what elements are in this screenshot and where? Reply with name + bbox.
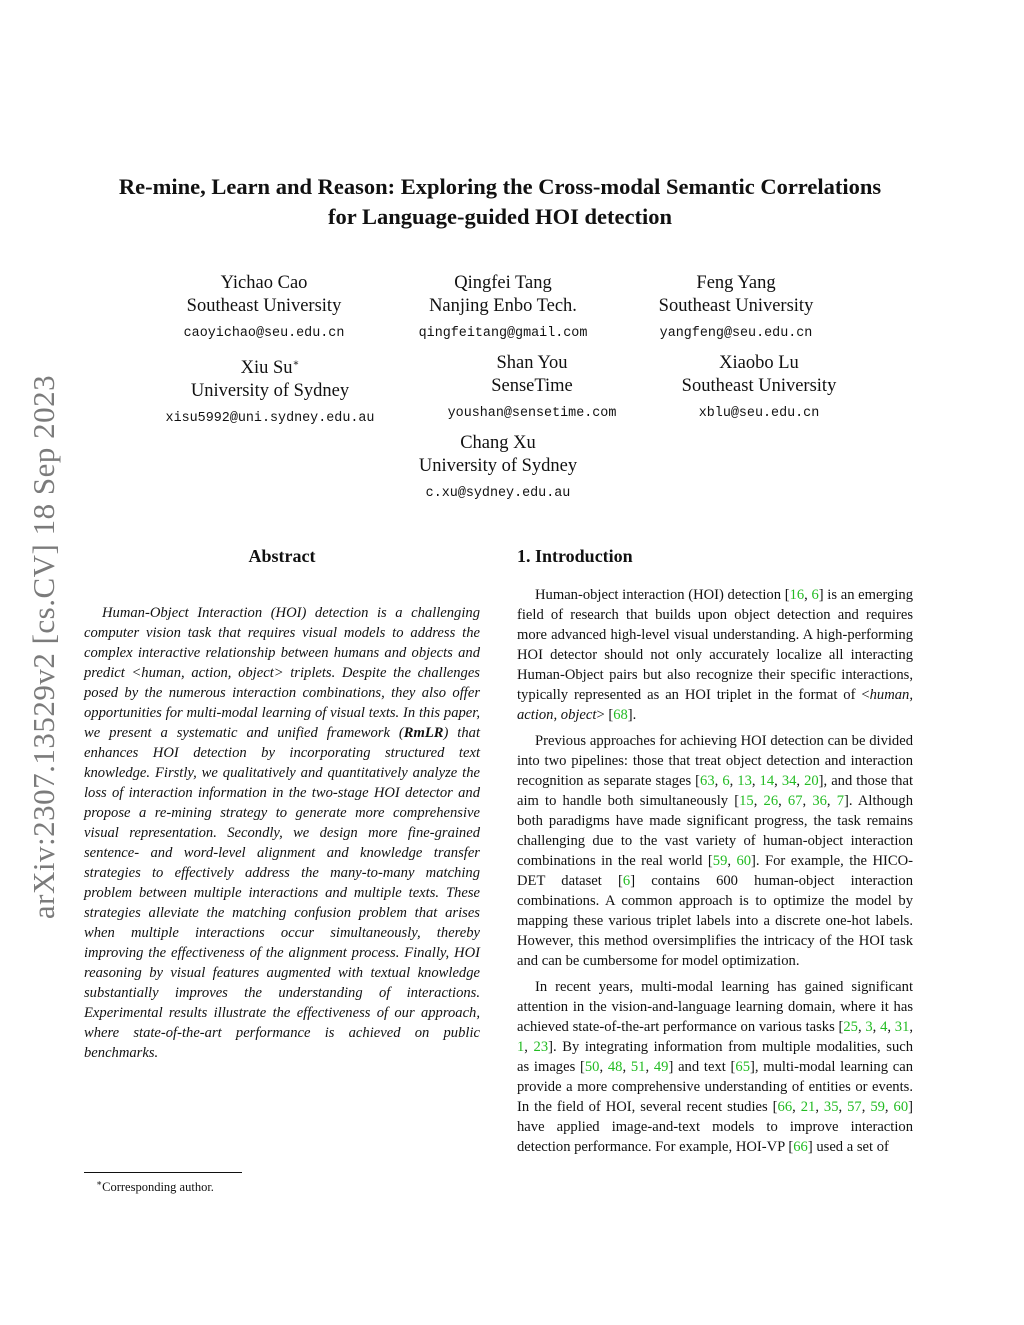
author-name: Chang Xu xyxy=(460,433,536,453)
citation-link[interactable]: 6 xyxy=(722,773,730,789)
author-affiliation: Southeast University xyxy=(681,376,837,396)
section-heading-introduction: 1. Introduction xyxy=(517,546,633,566)
author-email: yangfeng@seu.edu.cn xyxy=(659,326,813,341)
citation-link[interactable]: 34 xyxy=(781,773,797,789)
citation-link[interactable]: 51 xyxy=(630,1059,646,1075)
footnote-divider xyxy=(84,1172,242,1173)
citation-link[interactable]: 36 xyxy=(812,793,827,809)
citation-link[interactable]: 20 xyxy=(804,773,819,789)
abstract-body: Human-Object Interaction (HOI) detection is a challenging computer vision task that requires visual models to address the complex interactive relationship between humans and objects and predict <human, action, object> triplets. Despite the challenges posed by the numerous interaction combinations, they also offer opportunities for multi-modal learning of visual texts. In this paper, we present a systematic and unified framework (RmLR) that enhances HOI detection by incorporating structured text knowledge. Firstly, we qualitatively and quantitatively analyze the loss of interaction information in the two-stage HOI detector and propose a re-mining strategy to generate more comprehensive visual representation. Secondly, we design more fine-grained sentence- and word-level alignment and knowledge transfer strategies to effectively address the many-to-many matching problem between multiple interactions and multiple texts. These strategies alleviate the matching confusion problem that arises when multiple interactions occur simultaneously, thereby improving the effectiveness of the alignment process. Finally, HOI reasoning by visual features augmented with textual knowledge substantially improves the understanding of interactions. Experimental results illustrate the effectiveness of our approach, where state-of-the-art performance is achieved on public benchmarks. xyxy=(84,605,480,1061)
author-affiliation: University of Sydney xyxy=(418,456,578,476)
citation-link[interactable]: 60 xyxy=(736,853,752,869)
paragraph: In recent years, multi-modal learning has gained significant attention in the vision-and-language learning domain, where it has achieved state-of-the-art performance on various tasks [25, 3, 4, 31, 1, 23]. By integrating information from multiple modalities, such as images [50, 48, 51, 49] and text [65], multi-modal learning can provide a more comprehensive understanding of entities or events. In the field of HOI, several recent studies [66, 21, 35, 57, 59, 60] have applied image-and-text models to improve interaction detection performance. For example, HOI-VP [66] used a set of xyxy=(517,979,914,1155)
citation-link[interactable]: 6 xyxy=(622,873,631,889)
corresponding-mark: ∗ xyxy=(292,358,300,369)
citation-link[interactable]: 59 xyxy=(712,853,728,869)
author-affiliation: Southeast University xyxy=(658,296,814,316)
citation-link[interactable]: 48 xyxy=(607,1059,623,1075)
author-email: qingfeitang@gmail.com xyxy=(418,326,588,341)
author-block xyxy=(348,432,648,502)
title-line-1: Re-mine, Learn and Reason: Exploring the Cross-modal Semantic Correlations xyxy=(118,174,882,199)
citation-link[interactable]: 65 xyxy=(735,1059,751,1075)
author-name: Yichao Cao xyxy=(220,273,308,293)
citation-link[interactable]: 26 xyxy=(763,793,779,809)
author-name: Feng Yang xyxy=(696,273,776,293)
citation-link[interactable]: 63 xyxy=(700,773,715,789)
hoi-triplet-math: human, action, object xyxy=(141,665,274,681)
citation-link[interactable]: 14 xyxy=(759,773,775,789)
citation-link[interactable]: 7 xyxy=(836,793,845,809)
citation-link[interactable]: 16 xyxy=(789,587,805,603)
author-name: Qingfei Tang xyxy=(454,273,552,293)
citation-link[interactable]: 4 xyxy=(880,1019,888,1035)
citation-link[interactable]: 35 xyxy=(823,1099,839,1115)
author-affiliation: University of Sydney xyxy=(190,381,350,402)
citation-link[interactable]: 15 xyxy=(739,793,754,809)
title-line-2: for Language-guided HOI detection xyxy=(328,204,672,229)
citation-link[interactable]: 59 xyxy=(870,1099,885,1115)
citation-link[interactable]: 21 xyxy=(800,1099,816,1115)
paragraph: Human-object interaction (HOI) detection [16, 6] is an emerging field of research that builds upon object detection and requires more advanced high-level visual understanding. A high-performing HOI detector should not only accurately localize all interacting Human-Object pairs but also recognize their specific interactions, typically represented as an HOI triplet in the format of <human, action, object> [68]. xyxy=(517,587,914,723)
rmlr-name: RmLR xyxy=(403,725,444,741)
citation-link[interactable]: 1 xyxy=(517,1039,525,1055)
citation-link[interactable]: 66 xyxy=(777,1099,793,1115)
author-email: youshan@sensetime.com xyxy=(447,406,617,421)
author-block xyxy=(586,272,886,342)
arxiv-sidebar xyxy=(24,352,64,942)
author-name: Xiu Su∗ xyxy=(240,358,300,379)
author-name: Shan You xyxy=(496,353,568,373)
author-email: caoyichao@seu.edu.cn xyxy=(183,326,345,341)
arxiv-identifier: arXiv:2307.13529v2 [cs.CV] 18 Sep 2023 xyxy=(26,374,61,920)
author-block xyxy=(120,352,420,427)
paragraph: Previous approaches for achieving HOI detection can be divided into two pipelines: those that treat object detection and interaction recognition as separate stages [63, 6, 13, 14, 34, 20], and those that aim to handle both simultaneously [15, 26, 67, 36, 7]. Although both paradigms have made significant progress, the task remains challenging due to the vast variety of human-object interaction combinations in the real world [59, 60]. For example, the HICO-DET dataset [6] contains 600 human-object interaction combinations. A common approach is to optimize the model by mapping these various triplet labels into a discrete one-hot labels. However, this method oversimplifies the intricacy of the HOI task and can be cumbersome for model optimization. xyxy=(517,733,914,969)
author-block xyxy=(609,352,909,422)
author-email: c.xu@sydney.edu.au xyxy=(425,486,571,501)
citation-link[interactable]: 57 xyxy=(847,1099,862,1115)
author-affiliation: SenseTime xyxy=(491,376,573,396)
citation-link[interactable]: 50 xyxy=(584,1059,600,1075)
citation-link[interactable]: 6 xyxy=(811,587,819,603)
citation-link[interactable]: 3 xyxy=(865,1019,873,1035)
citation-link[interactable]: 60 xyxy=(893,1099,909,1115)
paper-title xyxy=(70,172,930,232)
author-affiliation: Nanjing Enbo Tech. xyxy=(429,296,577,316)
author-affiliation: Southeast University xyxy=(186,296,342,316)
author-email: xisu5992@uni.sydney.edu.au xyxy=(165,411,375,427)
author-name: Xiaobo Lu xyxy=(719,353,799,373)
footnote: ∗Corresponding author. xyxy=(96,1178,214,1195)
citation-link[interactable]: 67 xyxy=(787,793,803,809)
hoi-triplet-math: human, action, object xyxy=(517,687,913,723)
citation-link[interactable]: 23 xyxy=(533,1039,549,1055)
introduction-body xyxy=(517,585,913,1163)
abstract-heading: Abstract xyxy=(248,546,316,566)
author-email: xblu@seu.edu.cn xyxy=(698,406,820,421)
citation-link[interactable]: 25 xyxy=(843,1019,858,1035)
citation-link[interactable]: 49 xyxy=(653,1059,669,1075)
citation-link[interactable]: 68 xyxy=(613,707,628,723)
citation-link[interactable]: 13 xyxy=(737,773,752,789)
citation-link[interactable]: 66 xyxy=(793,1139,808,1155)
citation-link[interactable]: 31 xyxy=(894,1019,910,1035)
